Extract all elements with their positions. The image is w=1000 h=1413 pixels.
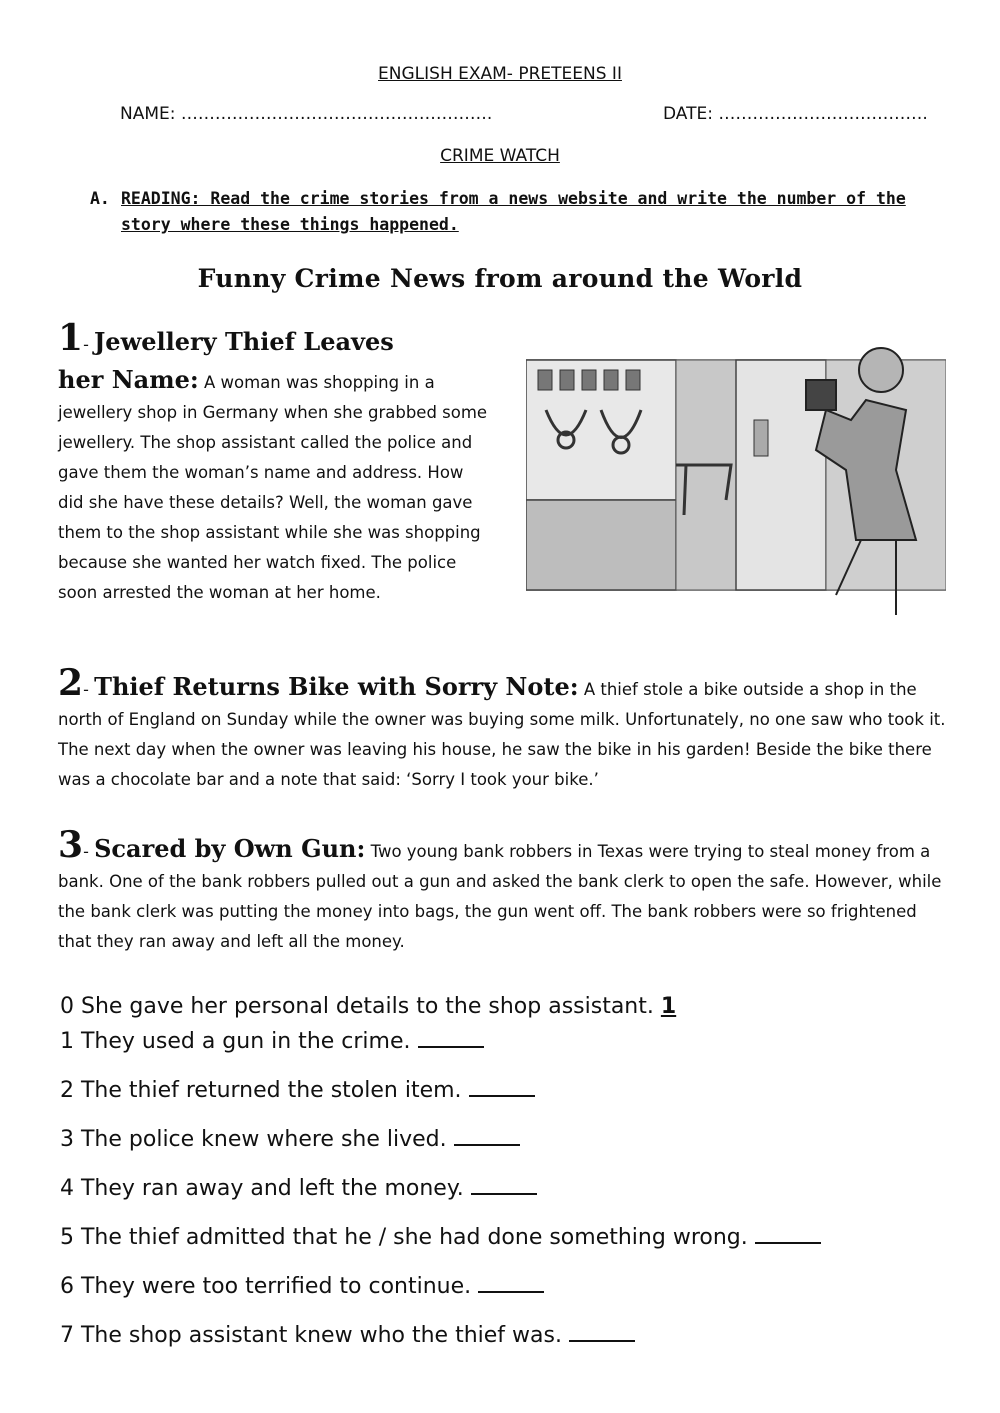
question-5-text: 5 The thief admitted that he / she had done something wrong. [60,1225,748,1250]
story-1-headline-line1: Jewellery Thief Leaves [93,327,394,356]
name-field[interactable]: NAME: ………………………………………………. [120,104,493,124]
jewellery-thief-illustration [526,340,946,630]
question-3 [60,1126,520,1152]
question-0-text: 0 She gave her personal details to the shop assistant. [60,994,654,1019]
story-2: 2- Thief Returns Bike with Sorry Note: A thief stole a bike outside a shop in the north of England on Sunday while the owner was buying some milk. Unfortunately, no one saw who took it. The next day when the owner was leaving his house, he saw the bike in his garden! Beside the bike there was a chocolate bar and a note that said: ‘Sorry I took your bike.’ [58,662,946,789]
instructions [90,186,910,238]
story-2-headline: Thief Returns Bike with Sorry Note: [94,672,579,701]
question-7 [60,1322,635,1348]
article-title: Funny Crime News from around the World [197,264,803,293]
question-1-text: 1 They used a gun in the crime. [60,1029,411,1054]
question-3-text: 3 The police knew where she lived. [60,1127,447,1152]
question-6-text: 6 They were too terrified to continue. [60,1274,472,1299]
instructions-letter: A. [90,189,110,208]
exam-title: ENGLISH EXAM- PRETEENS II [378,64,622,84]
question-3-answer-blank[interactable] [454,1126,520,1146]
instructions-text: READING: Read the crime stories from a news website and write the number of the story where these things happened. [121,189,906,234]
question-0 [60,994,676,1019]
story-2-body: A thief stole a bike outside a shop in the north of England on Sunday while the owner was buying some milk. Unfortunately, no one saw who took it. The next day when the owner was leaving his house, he saw the bike in his garden! Beside the bike there was a chocolate bar and a note that said: ‘Sorry I took your bike.’ [58,680,946,789]
question-2-answer-blank[interactable] [469,1077,535,1097]
question-5-answer-blank[interactable] [755,1224,821,1244]
question-6 [60,1273,544,1299]
story-3: 3- Scared by Own Gun: Two young bank robbers in Texas were trying to steal money from a bank. One of the bank robbers pulled out a gun and asked the bank clerk to open the safe. However, while the bank clerk was putting the money into bags, the gun went off. The bank robbers were so frightened that they ran away and left all the money. [58,824,942,951]
story-1-first-line: A woman was shopping in a [203,373,435,392]
story-1-headline-line2: her Name: [58,365,199,394]
question-2-text: 2 The thief returned the stolen item. [60,1078,462,1103]
question-1-answer-blank[interactable] [418,1028,484,1048]
question-4 [60,1175,537,1201]
question-7-answer-blank[interactable] [569,1322,635,1342]
story-1-body: jewellery shop in Germany when she grabbed some jewellery. The shop assistant called the police and gave them the woman’s name and address. How did she have these details? Well, the woman gave them to the shop assistant while she was shopping because she wanted her watch fixed. The police soon arrested the woman at her home. [58,403,488,602]
question-6-answer-blank[interactable] [478,1273,544,1293]
story-3-headline: Scared by Own Gun: [94,834,366,863]
story-3-number: 3 [58,824,84,866]
section-title: CRIME WATCH [440,146,560,166]
story-3-body: Two young bank robbers in Texas were trying to steal money from a bank. One of the bank robbers pulled out a gun and asked the bank clerk to open the safe. However, while the bank clerk was putting the money into bags, the gun went off. The bank robbers were so frightened that they ran away and left all the money. [58,842,942,951]
question-5 [60,1224,821,1250]
question-1 [60,1028,484,1054]
question-4-answer-blank[interactable] [471,1175,537,1195]
story-1: 1- Jewellery Thief Leaves her Name: A woman was shopping in a jewellery shop in Germany when she grabbed some jewellery. The shop assistant called the police and gave them the woman’s name and address. How did she have these details? Well, the woman gave them to the shop assistant while she was shopping because she wanted her watch fixed. The police soon arrested the woman at her home. [58,317,488,602]
question-4-text: 4 They ran away and left the money. [60,1176,464,1201]
question-0-answer: 1 [660,994,677,1019]
story-2-number: 2 [58,662,84,704]
question-7-text: 7 The shop assistant knew who the thief was. [60,1323,562,1348]
date-field[interactable]: DATE: ………………………………. [663,104,928,124]
question-2 [60,1077,535,1103]
story-1-number: 1 [58,317,84,359]
